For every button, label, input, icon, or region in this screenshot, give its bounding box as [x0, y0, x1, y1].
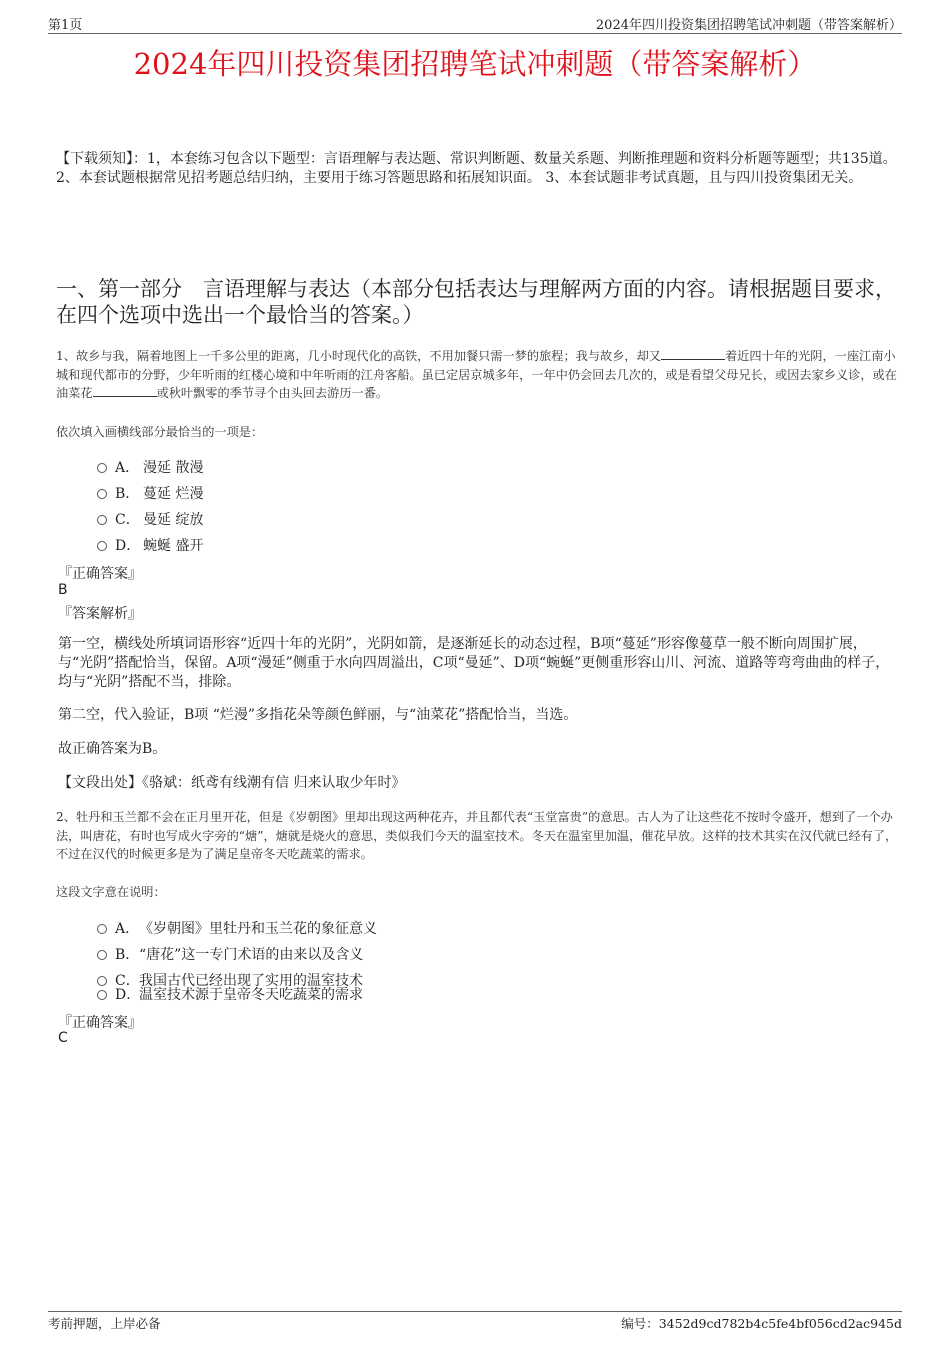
footer-slogan: 考前押题，上岸必备	[48, 1316, 161, 1331]
option-text: 曼延 绽放	[143, 512, 204, 528]
radio-icon[interactable]	[97, 515, 107, 525]
question-1-text-part-a: 1、故乡与我，隔着地图上一千多公里的距离，几小时现代化的高铁，不用加餐只需一梦的旅程；我与故乡，却又	[56, 349, 661, 363]
page-number: 第1页	[48, 18, 83, 33]
section-heading: 一、第一部分 言语理解与表达（本部分包括表达与理解两方面的内容。请根据题目要求，在四个选项中选出一个最恰当的答案。）	[56, 277, 896, 327]
document-title: 2024年四川投资集团招聘笔试冲刺题（带答案解析）	[133, 47, 817, 81]
option-b[interactable]	[97, 483, 203, 503]
question-2-prompt: 这段文字意在说明：	[56, 885, 166, 899]
running-title: 2024年四川投资集团招聘笔试冲刺题（带答案解析）	[595, 18, 902, 33]
option-letter: C．	[115, 512, 140, 528]
option-text: “唐花”这一专门术语的由来以及含义	[139, 947, 364, 963]
option-text: 漫延 散漫	[143, 460, 204, 476]
option-d[interactable]	[97, 535, 203, 555]
option-letter: A．	[115, 460, 140, 476]
fill-blank-2	[93, 386, 157, 397]
download-notice: 【下载须知】：1，本套练习包含以下题型：言语理解与表达题、常识判断题、数量关系题、判断推理题和资料分析题等题型；共135道。 2、本套试题根据常见招考题总结归纳，主要用于练习答题思路和拓展知识面。 3、本套试题非考试真题，且与四川投资集团无关。	[56, 151, 897, 186]
question-1-text	[56, 347, 902, 403]
analysis-label: 『答案解析』	[58, 606, 142, 622]
radio-icon[interactable]	[97, 463, 107, 473]
correct-answer: C	[58, 1030, 68, 1046]
option-c[interactable]	[97, 509, 203, 529]
question-1-text-part-b: 着近四十年的光阴，一座江南小城和现代都市的分野，少年听雨的红楼心境和中年听雨的江舟客船。虽已定居京城多年，一年中仍会回去几次的，或是看望父母兄长，或因去家乡义诊，或在油菜花	[56, 349, 897, 400]
option-letter: B．	[115, 947, 140, 963]
correct-answer: B	[58, 582, 68, 598]
correct-answer-label: 『正确答案』	[58, 1015, 142, 1031]
option-text: 温室技术源于皇帝冬天吃蔬菜的需求	[139, 987, 363, 1003]
question-2-text: 2、牡丹和玉兰都不会在正月里开花，但是《岁朝图》里却出现这两种花卉，并且都代表“玉堂富贵”的意思。古人为了让这些花不按时令盛开，想到了一个办法，叫唐花，有时也写成火字旁的“煻”，煻就是烧火的意思，类似我们今天的温室技术。冬天在温室里加温，催花早放。这样的技术其实在汉代就已经有了，不过在汉代的时候更多是为了满足皇帝冬天吃蔬菜的需求。	[56, 810, 898, 861]
radio-icon[interactable]	[97, 950, 107, 960]
option-text: 蜿蜒 盛开	[143, 538, 204, 554]
radio-icon[interactable]	[97, 541, 107, 551]
fill-blank-1	[661, 349, 725, 360]
option-letter: A．	[115, 921, 140, 937]
header-divider	[48, 33, 902, 34]
option-letter: D．	[115, 538, 141, 554]
option-a[interactable]	[97, 457, 203, 477]
analysis-paragraph: 第二空，代入验证，B项 “烂漫”多指花朵等颜色鲜丽，与“油菜花”搭配恰当，当选。	[58, 707, 578, 723]
radio-icon[interactable]	[97, 924, 107, 934]
option-d[interactable]	[97, 984, 363, 1004]
correct-answer-label: 『正确答案』	[58, 566, 142, 582]
document-id: 编号：3452d9cd782b4c5fe4bf056cd2ac945d	[621, 1316, 902, 1331]
text-source: 【文段出处】《骆斌：纸鸢有线潮有信 归来认取少年时》	[58, 775, 406, 791]
analysis-paragraph: 第一空，横线处所填词语形容“近四十年的光阴”，光阴如箭，是逐渐延长的动态过程，B项“蔓延”形容像蔓草一般不断向周围扩展，与“光阴”搭配恰当，保留。A项“漫延”侧重于水向四周溢出，C项“曼延”、D项“蜿蜒”更侧重形容山川、河流、道路等弯弯曲曲的样子，均与“光阴”搭配不当，排除。	[58, 636, 890, 690]
radio-icon[interactable]	[97, 990, 107, 1000]
option-b[interactable]	[97, 944, 363, 964]
footer-divider	[48, 1311, 902, 1312]
option-letter: C．	[115, 973, 140, 989]
option-a[interactable]	[97, 918, 377, 938]
option-text: 《岁朝图》里牡丹和玉兰花的象征意义	[139, 921, 377, 937]
option-letter: B．	[115, 486, 140, 502]
radio-icon[interactable]	[97, 489, 107, 499]
question-1-prompt: 依次填入画横线部分最恰当的一项是：	[56, 425, 264, 439]
option-text: 我国古代已经出现了实用的温室技术	[139, 973, 363, 989]
option-text: 蔓延 烂漫	[143, 486, 204, 502]
question-1-text-part-c: 或秋叶飘零的季节寻个由头回去游历一番。	[156, 386, 389, 400]
option-letter: D．	[115, 987, 141, 1003]
analysis-paragraph: 故正确答案为B。	[58, 741, 167, 757]
